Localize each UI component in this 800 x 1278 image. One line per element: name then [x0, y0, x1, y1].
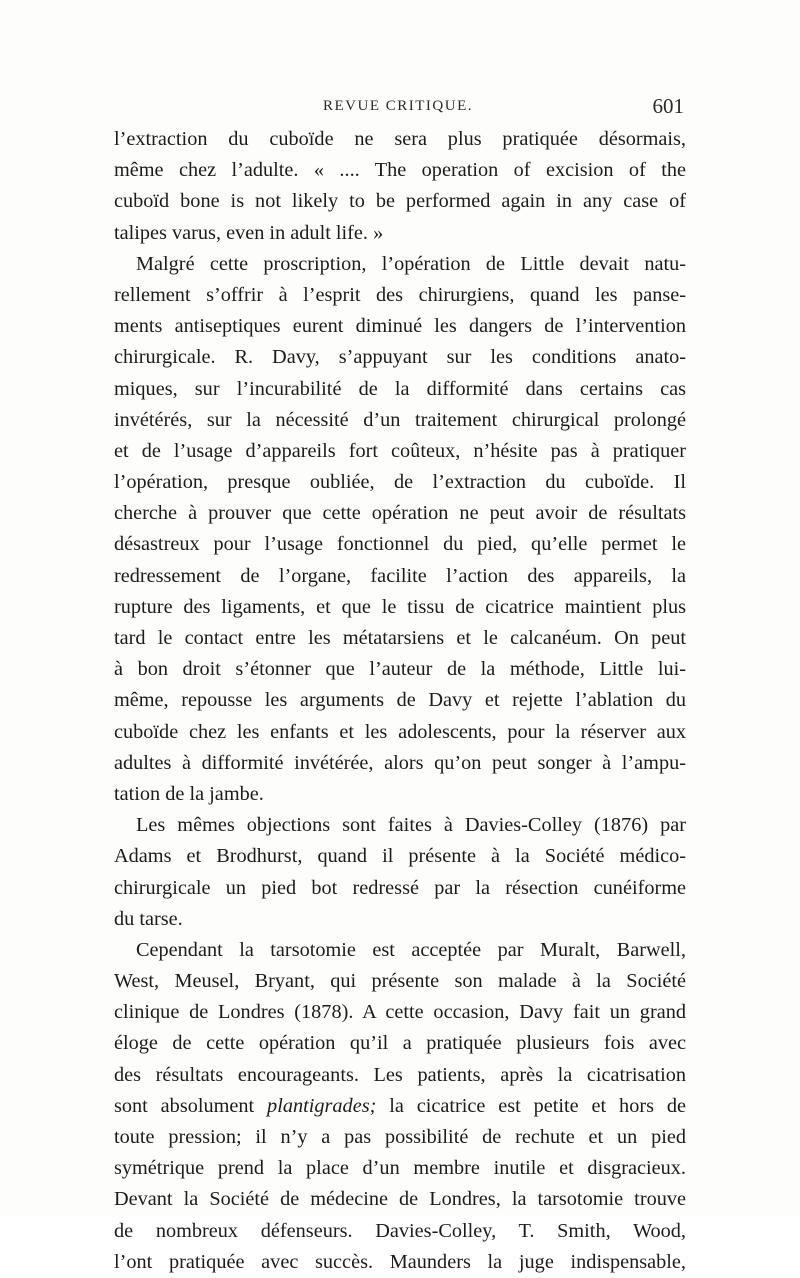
text-line: chirurgicale. R. Davy, s’appuyant sur les conditions anato- — [114, 346, 686, 369]
text-run: sont absolument — [114, 1094, 268, 1117]
text-line: l’opération, presque oubliée, de l’extraction du cuboïde. Il — [114, 471, 686, 494]
text-line: et de l’usage d’appareils fort coûteux, n’hésite pas à pratiquer — [114, 439, 686, 462]
text-line-with-emphasis — [114, 1091, 686, 1122]
text-line: du tarse. — [114, 907, 183, 930]
text-line: adultes à difformité invétérée, alors qu’on peut songer à l’ampu- — [114, 751, 686, 774]
paragraph-start-line: Malgré cette proscription, l’opération de Little devait natu- — [136, 252, 686, 275]
text-line: rellement s’offrir à l’esprit des chirurgiens, quand les panse- — [114, 283, 686, 306]
text-line: à bon droit s’étonner que l’auteur de la méthode, Little lui- — [114, 658, 686, 681]
text-line: talipes varus, even in adult life. » — [114, 221, 384, 244]
text-line: cuboïde chez les enfants et les adolescents, pour la réserver aux — [114, 720, 686, 743]
text-line: des résultats encourageants. Les patients, après la cicatrisation — [114, 1063, 686, 1086]
text-line: cherche à prouver que cette opération ne peut avoir de résultats — [114, 502, 686, 525]
emphasized-term: plantigrades; — [267, 1094, 377, 1117]
paragraph-start-line: Les mêmes objections sont faites à Davies-Colley (1876) par — [136, 814, 686, 837]
text-line: de nombreux défenseurs. Davies-Colley, T. Smith, Wood, — [114, 1219, 686, 1242]
text-line: rupture des ligaments, et que le tissu de cicatrice maintient plus — [114, 595, 686, 618]
running-head — [112, 94, 684, 120]
page-number: 601 — [652, 94, 684, 118]
text-line: Adams et Brodhurst, quand il présente à la Société médico- — [114, 845, 686, 868]
text-line: tation de la jambe. — [114, 782, 264, 805]
paragraph-start-line: Cependant la tarsotomie est acceptée par Muralt, Barwell, — [136, 938, 686, 961]
text-line: clinique de Londres (1878). A cette occasion, Davy fait un grand — [114, 1001, 686, 1024]
text-line: éloge de cette opération qu’il a pratiquée plusieurs fois avec — [114, 1032, 686, 1055]
running-title: REVUE CRITIQUE. — [323, 98, 473, 114]
text-line: tard le contact entre les métatarsiens et le calcanéum. On peut — [114, 627, 686, 649]
text-line: chirurgicale un pied bot redressé par la résection cunéiforme — [114, 876, 686, 899]
text-line: toute pression; il n’y a pas possibilité de rechute et un pied — [114, 1126, 686, 1148]
text-line: ments antiseptiques eurent diminué les dangers de l’intervention — [114, 315, 686, 338]
text-line: l’ont pratiquée avec succès. Maunders la juge indispensable, — [114, 1250, 686, 1273]
text-line: cuboïd bone is not likely to be performed again in any case of — [114, 190, 686, 213]
text-line: invétérés, sur la nécessité d’un traitement chirurgical prolongé — [114, 408, 686, 431]
text-line: Devant la Société de médecine de Londres, la tarsotomie trouve — [114, 1188, 686, 1211]
text-line: West, Meusel, Bryant, qui présente son malade à la Société — [114, 970, 686, 993]
body-text — [114, 124, 686, 1278]
text-line: miques, sur l’incurabilité de la difformité dans certains cas — [114, 377, 686, 400]
text-line: même, repousse les arguments de Davy et rejette l’ablation du — [114, 689, 686, 712]
text-line: symétrique prend la place d’un membre inutile et disgracieux. — [114, 1157, 686, 1180]
text-line: désastreux pour l’usage fonctionnel du pied, qu’elle permet le — [114, 533, 686, 556]
text-line: l’extraction du cuboïde ne sera plus pratiquée désormais, — [114, 128, 686, 150]
text-line: même chez l’adulte. « .... The operation of excision of the — [114, 159, 686, 182]
text-run: la cicatrice est petite et hors de — [376, 1094, 686, 1117]
text-line: redressement de l’organe, facilite l’action des appareils, la — [114, 564, 686, 587]
